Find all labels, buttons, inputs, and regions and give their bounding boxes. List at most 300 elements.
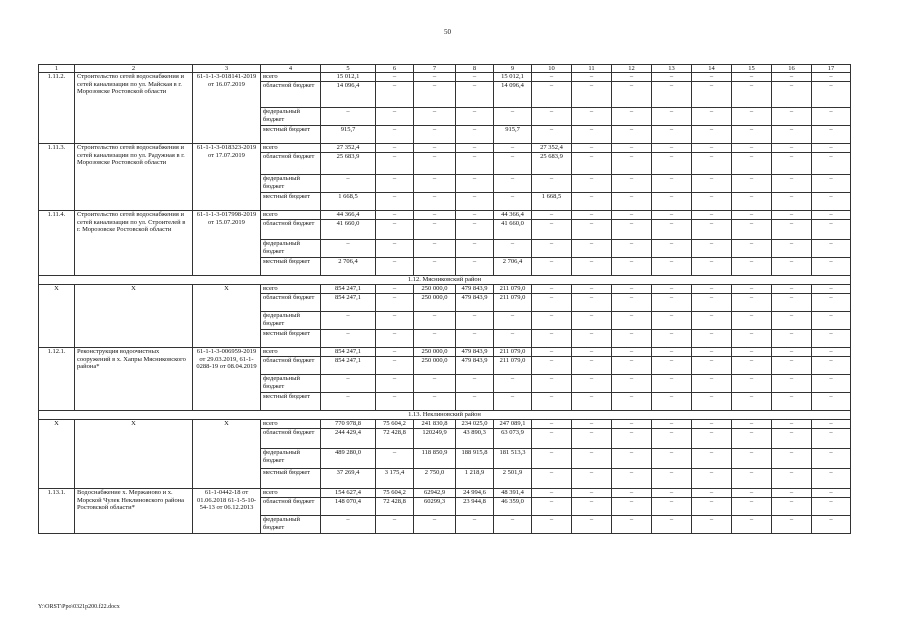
table-cell: – bbox=[692, 312, 732, 330]
table-cell: местный бюджет bbox=[261, 330, 321, 348]
table-cell: – bbox=[376, 348, 414, 357]
table-cell: – bbox=[532, 294, 572, 312]
table-cell: 72 428,8 bbox=[376, 429, 414, 449]
table-cell: – bbox=[652, 449, 692, 469]
table-cell: 14 096,4 bbox=[321, 82, 376, 108]
table-cell: – bbox=[414, 153, 456, 175]
table-cell: – bbox=[812, 144, 851, 153]
table-cell: – bbox=[732, 126, 772, 144]
table-cell: – bbox=[772, 285, 812, 294]
table-cell: – bbox=[456, 108, 494, 126]
table-cell: 44 366,4 bbox=[321, 211, 376, 220]
table-cell: 154 627,4 bbox=[321, 489, 376, 498]
table-cell: – bbox=[376, 258, 414, 276]
table-cell: – bbox=[456, 193, 494, 211]
table-cell: – bbox=[612, 108, 652, 126]
table-cell: – bbox=[732, 357, 772, 375]
table-cell: – bbox=[812, 429, 851, 449]
table-row bbox=[39, 211, 851, 220]
table-cell: – bbox=[456, 73, 494, 82]
table-cell: – bbox=[652, 285, 692, 294]
table-cell: 479 843,9 bbox=[456, 285, 494, 294]
table-row bbox=[39, 73, 851, 82]
table-cell: – bbox=[772, 449, 812, 469]
table-cell: 60299,3 bbox=[414, 498, 456, 516]
table-cell: всего bbox=[261, 73, 321, 82]
table-cell: областной бюджет bbox=[261, 429, 321, 449]
table-cell: – bbox=[652, 193, 692, 211]
table-cell: федеральный бюджет bbox=[261, 516, 321, 534]
table-cell: – bbox=[494, 312, 532, 330]
table-cell: – bbox=[376, 153, 414, 175]
table-cell: – bbox=[692, 357, 732, 375]
table-body bbox=[39, 65, 851, 534]
table-cell: – bbox=[572, 498, 612, 516]
table-cell: – bbox=[732, 108, 772, 126]
table-cell: – bbox=[812, 516, 851, 534]
table-cell: – bbox=[772, 393, 812, 411]
table-cell: 27 352,4 bbox=[532, 144, 572, 153]
table-cell: – bbox=[652, 240, 692, 258]
table-cell: – bbox=[532, 82, 572, 108]
table-cell: – bbox=[652, 220, 692, 240]
table-cell: 75 604,2 bbox=[376, 420, 414, 429]
table-cell: – bbox=[692, 420, 732, 429]
table-cell: – bbox=[532, 498, 572, 516]
table-cell: 41 660,0 bbox=[494, 220, 532, 240]
table-cell: – bbox=[572, 429, 612, 449]
table-cell: 1.12.1. bbox=[39, 348, 75, 411]
table-cell: – bbox=[612, 429, 652, 449]
table-cell: – bbox=[532, 449, 572, 469]
table-cell: – bbox=[414, 240, 456, 258]
table-cell: – bbox=[572, 211, 612, 220]
table-cell: областной бюджет bbox=[261, 153, 321, 175]
table-cell: 25 683,9 bbox=[321, 153, 376, 175]
table-cell: – bbox=[692, 516, 732, 534]
table-cell: – bbox=[572, 449, 612, 469]
table-cell: – bbox=[812, 73, 851, 82]
table-cell: – bbox=[612, 348, 652, 357]
table-cell: – bbox=[812, 175, 851, 193]
table-cell: местный бюджет bbox=[261, 393, 321, 411]
table-cell: – bbox=[414, 220, 456, 240]
table-cell: – bbox=[494, 144, 532, 153]
table-cell: 41 660,0 bbox=[321, 220, 376, 240]
table-cell: – bbox=[414, 175, 456, 193]
table-cell: – bbox=[494, 175, 532, 193]
table-cell: – bbox=[532, 126, 572, 144]
table-cell: 2 bbox=[75, 65, 193, 73]
table-cell: – bbox=[532, 240, 572, 258]
table-cell: – bbox=[772, 312, 812, 330]
table-cell: – bbox=[652, 357, 692, 375]
table-cell: – bbox=[772, 153, 812, 175]
table-cell: – bbox=[376, 516, 414, 534]
table-cell: – bbox=[376, 375, 414, 393]
table-cell: – bbox=[612, 330, 652, 348]
table-cell: 61-1-1-3-017998-2019 от 15.07.2019 bbox=[193, 211, 261, 276]
table-cell: – bbox=[772, 193, 812, 211]
table-cell: – bbox=[612, 489, 652, 498]
table-cell: – bbox=[612, 153, 652, 175]
table-cell: – bbox=[572, 357, 612, 375]
table-cell: – bbox=[812, 312, 851, 330]
table-cell: 1.12. Мясниковский район bbox=[39, 276, 851, 285]
table-cell: федеральный бюджет bbox=[261, 449, 321, 469]
table-cell: – bbox=[692, 193, 732, 211]
table-cell: – bbox=[456, 126, 494, 144]
table-cell: 14 096,4 bbox=[494, 82, 532, 108]
table-cell: – bbox=[692, 375, 732, 393]
table-cell: – bbox=[414, 330, 456, 348]
table-cell: областной бюджет bbox=[261, 357, 321, 375]
table-cell: – bbox=[652, 375, 692, 393]
table-cell: 62942,9 bbox=[414, 489, 456, 498]
table-cell: 211 079,0 bbox=[494, 357, 532, 375]
table-cell: – bbox=[732, 489, 772, 498]
table-cell: – bbox=[456, 144, 494, 153]
table-cell: всего bbox=[261, 144, 321, 153]
table-cell: 244 429,4 bbox=[321, 429, 376, 449]
table-cell: – bbox=[414, 312, 456, 330]
table-cell: – bbox=[414, 211, 456, 220]
table-cell: – bbox=[376, 294, 414, 312]
table-cell: – bbox=[321, 108, 376, 126]
table-cell: 1.11.4. bbox=[39, 211, 75, 276]
table-cell: – bbox=[732, 469, 772, 489]
table-cell: – bbox=[572, 108, 612, 126]
table-cell: 1.11.3. bbox=[39, 144, 75, 211]
table-cell: – bbox=[532, 108, 572, 126]
table-cell: – bbox=[652, 126, 692, 144]
table-cell: – bbox=[772, 498, 812, 516]
table-cell: – bbox=[376, 449, 414, 469]
table-cell: – bbox=[692, 393, 732, 411]
table-cell: Х bbox=[193, 420, 261, 489]
table-cell: – bbox=[321, 375, 376, 393]
table-cell: – bbox=[572, 330, 612, 348]
table-cell: федеральный бюджет bbox=[261, 240, 321, 258]
table-cell: – bbox=[772, 330, 812, 348]
table-cell: – bbox=[414, 144, 456, 153]
table-cell: – bbox=[692, 220, 732, 240]
table-cell: – bbox=[732, 516, 772, 534]
table-cell: 43 890,3 bbox=[456, 429, 494, 449]
table-cell: – bbox=[532, 357, 572, 375]
table-cell: 61-1-1-3-018323-2019 от 17.07.2019 bbox=[193, 144, 261, 211]
table-cell: – bbox=[572, 285, 612, 294]
table-cell: – bbox=[376, 312, 414, 330]
table-cell: – bbox=[612, 258, 652, 276]
table-cell: – bbox=[692, 153, 732, 175]
table-cell: – bbox=[692, 175, 732, 193]
table-cell: – bbox=[414, 193, 456, 211]
table-cell: – bbox=[572, 73, 612, 82]
table-cell: – bbox=[732, 144, 772, 153]
table-cell: – bbox=[572, 153, 612, 175]
table-cell: – bbox=[732, 82, 772, 108]
table-cell: 854 247,1 bbox=[321, 357, 376, 375]
table-cell: 2 501,9 bbox=[494, 469, 532, 489]
table-cell: – bbox=[772, 348, 812, 357]
table-cell: Строительство сетей водоснабжения и сетей канализации по ул. Строителей в г. Морозовске Ростовской области bbox=[75, 211, 193, 276]
table-cell: 23 944,8 bbox=[456, 498, 494, 516]
table-cell: Х bbox=[39, 420, 75, 489]
table-cell: 63 073,9 bbox=[494, 429, 532, 449]
table-cell: – bbox=[692, 144, 732, 153]
table-cell: – bbox=[812, 82, 851, 108]
table-cell: – bbox=[532, 330, 572, 348]
table-cell: 2 750,0 bbox=[414, 469, 456, 489]
table-cell: – bbox=[572, 375, 612, 393]
table-cell: 17 bbox=[812, 65, 851, 73]
table-cell: – bbox=[414, 393, 456, 411]
table-cell: Строительство сетей водоснабжения и сетей канализации по ул. Майская в г. Морозовске Ростовской области bbox=[75, 73, 193, 144]
table-cell: 1 668,5 bbox=[532, 193, 572, 211]
table-cell: – bbox=[532, 469, 572, 489]
table-cell: областной бюджет bbox=[261, 82, 321, 108]
table-cell: – bbox=[376, 73, 414, 82]
table-cell: – bbox=[772, 240, 812, 258]
table-cell: 854 247,1 bbox=[321, 348, 376, 357]
table-cell: – bbox=[692, 489, 732, 498]
table-cell: – bbox=[456, 330, 494, 348]
table-cell: – bbox=[456, 258, 494, 276]
table-cell: – bbox=[376, 175, 414, 193]
table-cell: 211 079,0 bbox=[494, 294, 532, 312]
table-cell: – bbox=[812, 469, 851, 489]
table-cell: Х bbox=[193, 285, 261, 348]
table-cell: 854 247,1 bbox=[321, 285, 376, 294]
table-cell: – bbox=[732, 429, 772, 449]
table-cell: – bbox=[652, 393, 692, 411]
table-cell: – bbox=[456, 375, 494, 393]
table-cell: – bbox=[376, 393, 414, 411]
table-cell: – bbox=[494, 108, 532, 126]
table-cell: 2 706,4 bbox=[494, 258, 532, 276]
table-cell: 75 604,2 bbox=[376, 489, 414, 498]
table-cell: всего bbox=[261, 348, 321, 357]
table-cell: – bbox=[732, 375, 772, 393]
table-cell: – bbox=[572, 144, 612, 153]
table-cell: 11 bbox=[572, 65, 612, 73]
table-cell: федеральный бюджет bbox=[261, 312, 321, 330]
table-cell: 15 012,1 bbox=[321, 73, 376, 82]
table-cell: – bbox=[572, 294, 612, 312]
table-cell: – bbox=[321, 312, 376, 330]
table-cell: 8 bbox=[456, 65, 494, 73]
table-cell: – bbox=[376, 330, 414, 348]
table-cell: Х bbox=[75, 285, 193, 348]
table-cell: – bbox=[612, 144, 652, 153]
table-cell: 489 280,0 bbox=[321, 449, 376, 469]
table-cell: 915,7 bbox=[494, 126, 532, 144]
table-cell: – bbox=[732, 220, 772, 240]
table-cell: местный бюджет bbox=[261, 193, 321, 211]
table-cell: – bbox=[812, 294, 851, 312]
table-cell: – bbox=[494, 375, 532, 393]
table-cell: – bbox=[812, 108, 851, 126]
table-cell: – bbox=[456, 211, 494, 220]
table-cell: – bbox=[414, 73, 456, 82]
table-cell: – bbox=[652, 420, 692, 429]
table-cell: – bbox=[732, 449, 772, 469]
table-cell: – bbox=[321, 330, 376, 348]
table-cell: 915,7 bbox=[321, 126, 376, 144]
table-cell: местный бюджет bbox=[261, 469, 321, 489]
table-cell: – bbox=[456, 393, 494, 411]
table-cell: 27 352,4 bbox=[321, 144, 376, 153]
table-cell: – bbox=[572, 126, 612, 144]
table-cell: – bbox=[652, 294, 692, 312]
table-cell: – bbox=[494, 240, 532, 258]
table-cell: 247 089,1 bbox=[494, 420, 532, 429]
table-cell: – bbox=[532, 393, 572, 411]
table-cell: – bbox=[612, 393, 652, 411]
table-cell: – bbox=[652, 258, 692, 276]
table-cell: – bbox=[732, 193, 772, 211]
table-cell: 61-1-1-3-018141-2019 от 16.07.2019 bbox=[193, 73, 261, 144]
table-cell: – bbox=[692, 126, 732, 144]
table-cell: – bbox=[532, 348, 572, 357]
table-cell: 1.11.2. bbox=[39, 73, 75, 144]
table-cell: – bbox=[376, 220, 414, 240]
table-cell: – bbox=[692, 73, 732, 82]
table-cell: – bbox=[572, 258, 612, 276]
table-cell: – bbox=[732, 348, 772, 357]
table-cell: 5 bbox=[321, 65, 376, 73]
table-cell: – bbox=[321, 175, 376, 193]
table-cell: 15 bbox=[732, 65, 772, 73]
table-cell: 61-1-0442-18 от 01.06.2018 61-1-5-10-54-13 от 06.12.2013 bbox=[193, 489, 261, 534]
table-cell: 479 843,9 bbox=[456, 294, 494, 312]
table-cell: 479 843,9 bbox=[456, 348, 494, 357]
table-cell: 4 bbox=[261, 65, 321, 73]
table-cell: областной бюджет bbox=[261, 220, 321, 240]
table-cell: – bbox=[652, 429, 692, 449]
table-cell: – bbox=[572, 469, 612, 489]
table-cell: – bbox=[652, 175, 692, 193]
table-cell: – bbox=[612, 516, 652, 534]
table-cell: – bbox=[612, 240, 652, 258]
table-cell: – bbox=[692, 108, 732, 126]
table-cell: – bbox=[612, 126, 652, 144]
table-cell: – bbox=[494, 153, 532, 175]
table-cell: – bbox=[772, 469, 812, 489]
section-row bbox=[39, 276, 851, 285]
table-cell: – bbox=[612, 449, 652, 469]
table-cell: – bbox=[376, 144, 414, 153]
table-cell: – bbox=[732, 153, 772, 175]
table-cell: 48 391,4 bbox=[494, 489, 532, 498]
table-cell: 181 513,3 bbox=[494, 449, 532, 469]
table-cell: – bbox=[812, 220, 851, 240]
table-cell: – bbox=[572, 420, 612, 429]
table-cell: – bbox=[414, 375, 456, 393]
table-cell: 16 bbox=[772, 65, 812, 73]
table-cell: – bbox=[652, 82, 692, 108]
table-cell: 46 359,0 bbox=[494, 498, 532, 516]
table-cell: областной бюджет bbox=[261, 294, 321, 312]
table-cell: 118 850,9 bbox=[414, 449, 456, 469]
table-cell: – bbox=[732, 240, 772, 258]
table-cell: 1 218,9 bbox=[456, 469, 494, 489]
table-cell: – bbox=[812, 153, 851, 175]
table-cell: – bbox=[494, 393, 532, 411]
table-cell: – bbox=[812, 258, 851, 276]
table-cell: 25 683,9 bbox=[532, 153, 572, 175]
table-cell: областной бюджет bbox=[261, 498, 321, 516]
table-cell: – bbox=[652, 489, 692, 498]
table-cell: – bbox=[812, 240, 851, 258]
table-cell: – bbox=[732, 73, 772, 82]
table-cell: – bbox=[612, 312, 652, 330]
table-cell: – bbox=[652, 73, 692, 82]
table-cell: – bbox=[812, 393, 851, 411]
table-cell: – bbox=[812, 285, 851, 294]
table-cell: – bbox=[812, 193, 851, 211]
table-cell: Водоснабжение х. Мержаново и х. Морской Чулек Неклиновского района Ростовской области* bbox=[75, 489, 193, 534]
table-cell: – bbox=[652, 469, 692, 489]
table-cell: федеральный бюджет bbox=[261, 375, 321, 393]
table-cell: 3 175,4 bbox=[376, 469, 414, 489]
table-cell: – bbox=[572, 240, 612, 258]
table-cell: Реконструкция водоочистных сооружений в х. Хапры Мясниковского района* bbox=[75, 348, 193, 411]
table-cell: – bbox=[612, 285, 652, 294]
table-cell: – bbox=[532, 312, 572, 330]
table-cell: – bbox=[321, 516, 376, 534]
table-cell: – bbox=[414, 516, 456, 534]
table-cell: всего bbox=[261, 489, 321, 498]
table-cell: – bbox=[532, 429, 572, 449]
file-path-footer: Y:\ORST\Ppo\0321p200.f22.docx bbox=[38, 604, 120, 610]
table-cell: – bbox=[732, 312, 772, 330]
table-cell: – bbox=[572, 82, 612, 108]
table-cell: – bbox=[532, 220, 572, 240]
table-cell: 13 bbox=[652, 65, 692, 73]
financing-table bbox=[38, 64, 851, 534]
table-cell: – bbox=[812, 330, 851, 348]
table-cell: всего bbox=[261, 420, 321, 429]
table-cell: – bbox=[692, 82, 732, 108]
table-cell: – bbox=[572, 393, 612, 411]
table-cell: – bbox=[532, 420, 572, 429]
table-cell: 241 830,8 bbox=[414, 420, 456, 429]
table-cell: – bbox=[812, 211, 851, 220]
table-cell: 120249,9 bbox=[414, 429, 456, 449]
table-cell: – bbox=[456, 153, 494, 175]
table-cell: – bbox=[812, 126, 851, 144]
table-cell: – bbox=[612, 294, 652, 312]
table-cell: – bbox=[772, 175, 812, 193]
table-cell: – bbox=[376, 126, 414, 144]
table-row bbox=[39, 489, 851, 498]
table-cell: Х bbox=[75, 420, 193, 489]
table-cell: – bbox=[692, 429, 732, 449]
table-cell: – bbox=[812, 498, 851, 516]
table-cell: 37 269,4 bbox=[321, 469, 376, 489]
table-cell: – bbox=[612, 193, 652, 211]
table-cell: – bbox=[532, 258, 572, 276]
table-cell: – bbox=[732, 420, 772, 429]
table-cell: – bbox=[732, 393, 772, 411]
table-cell: 188 915,8 bbox=[456, 449, 494, 469]
table-cell: федеральный бюджет bbox=[261, 108, 321, 126]
table-cell: – bbox=[692, 330, 732, 348]
table-cell: – bbox=[612, 357, 652, 375]
table-cell: 211 079,0 bbox=[494, 285, 532, 294]
